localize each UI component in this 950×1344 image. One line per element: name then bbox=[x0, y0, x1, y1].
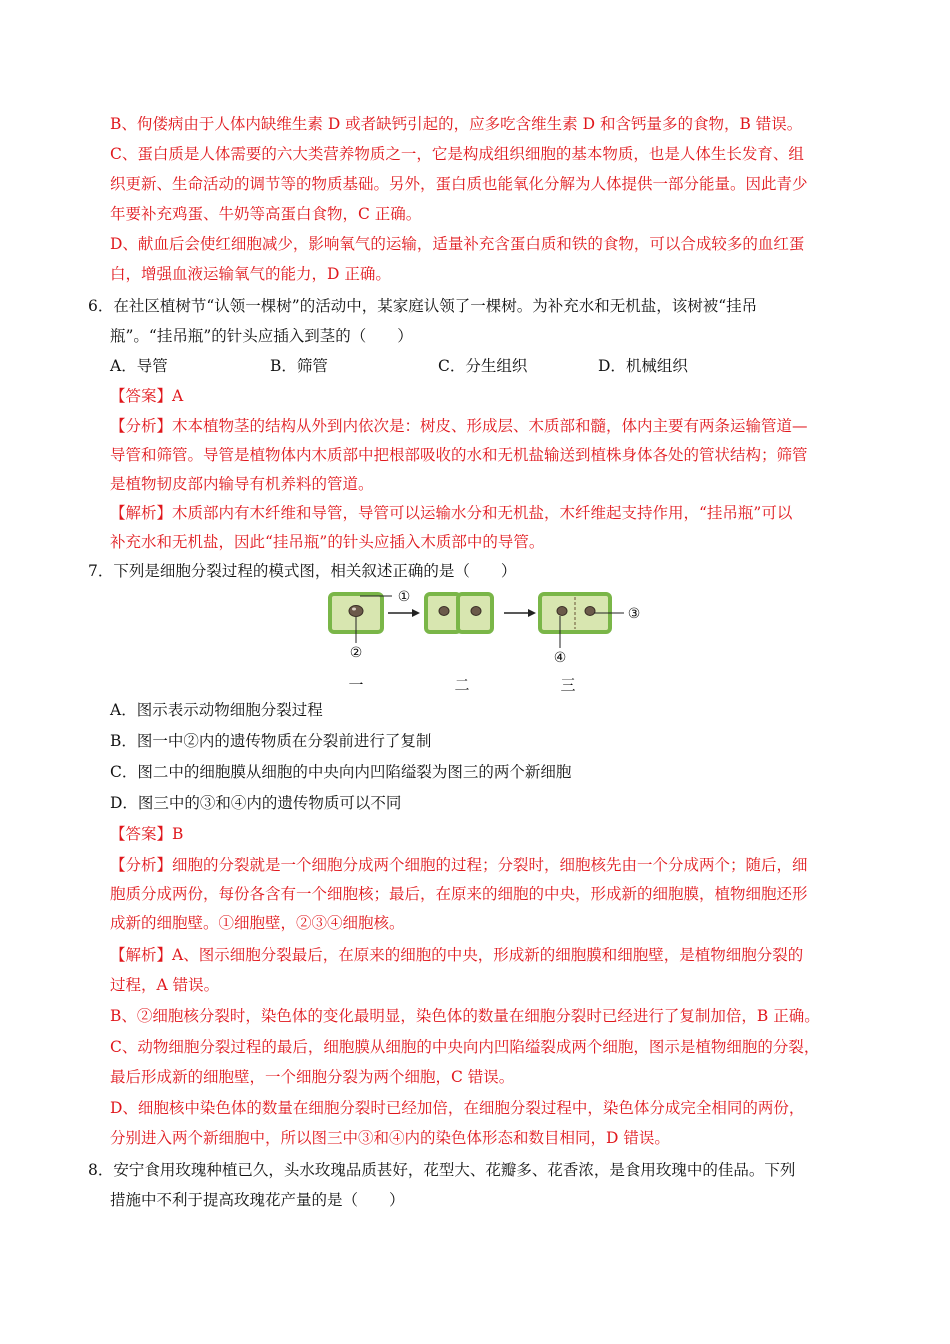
q6-stem: 6．在社区植树节“认领一棵树”的活动中，某家庭认领了一棵树。为补充水和无机盐，该树被“挂吊 bbox=[88, 297, 758, 315]
q6-explanation: 【解析】木质部内有木纤维和导管，导管可以运输水分和无机盐，木纤维起支持作用，“挂吊瓶”可以 bbox=[110, 504, 793, 522]
q5-option-c-explanation: 年要补充鸡蛋、牛奶等高蛋白食物，C 正确。 bbox=[110, 205, 422, 223]
nucleus-three-left bbox=[557, 607, 567, 616]
q6-option-c: C．分生组织 bbox=[438, 357, 528, 375]
q7-option-b: B．图一中②内的遗传物质在分裂前进行了复制 bbox=[110, 732, 432, 750]
nucleus-three-right bbox=[585, 607, 595, 616]
cell-division-figure bbox=[320, 586, 660, 694]
caption-three: 三 bbox=[560, 676, 576, 694]
q7-stem: 7．下列是细胞分裂过程的模式图，相关叙述正确的是（ ） bbox=[88, 562, 517, 580]
q5-option-c-explanation: 织更新、生命活动的调节等的物质基础。另外，蛋白质也能氧化分解为人体提供一部分能量。因此青少 bbox=[110, 175, 808, 193]
q7-answer: 【答案】B bbox=[110, 825, 184, 843]
q7-option-c: C．图二中的细胞膜从细胞的中央向内凹陷缢裂为图三的两个新细胞 bbox=[110, 763, 572, 781]
label-3: ③ bbox=[627, 606, 641, 622]
q7-explanation-c: C、动物细胞分裂过程的最后，细胞膜从细胞的中央向内凹陷缢裂成两个细胞，图示是植物细胞的分裂， bbox=[110, 1038, 820, 1056]
q5-option-c-explanation: C、蛋白质是人体需要的六大类营养物质之一，它是构成组织细胞的基本物质，也是人体生长发育、组 bbox=[110, 145, 804, 163]
q6-explanation: 补充水和无机盐，因此“挂吊瓶”的针头应插入木质部中的导管。 bbox=[110, 533, 545, 551]
q6-option-d: D．机械组织 bbox=[598, 357, 688, 375]
label-2: ② bbox=[349, 645, 363, 661]
q7-analysis: 成新的细胞壁。①细胞壁，②③④细胞核。 bbox=[110, 914, 405, 932]
q5-option-d-explanation: D、献血后会使红细胞减少，影响氧气的运输，适量补充含蛋白质和铁的食物，可以合成较多的血红蛋 bbox=[110, 235, 805, 253]
label-4: ④ bbox=[553, 650, 567, 666]
caption-one: 一 bbox=[348, 676, 364, 694]
q7-option-d: D．图三中的③和④内的遗传物质可以不同 bbox=[110, 794, 402, 812]
q6-analysis: 【分析】木本植物茎的结构从外到内依次是：树皮、形成层、木质部和髓，体内主要有两条运输管道— bbox=[110, 417, 808, 435]
q6-analysis: 是植物韧皮部内输导有机养料的管道。 bbox=[110, 475, 374, 493]
q6-analysis: 导管和筛管。导管是植物体内木质部中把根部吸收的水和无机盐输送到植株身体各处的管状结构；筛管 bbox=[110, 446, 808, 464]
q6-answer: 【答案】A bbox=[110, 387, 184, 405]
caption-two: 二 bbox=[454, 676, 470, 694]
nucleus-two-left bbox=[439, 607, 449, 616]
q8-stem: 措施中不利于提高玫瑰花产量的是（ ） bbox=[110, 1191, 405, 1209]
nucleus-one bbox=[349, 606, 363, 617]
q5-option-b-explanation: B、佝偻病由于人体内缺维生素 D 或者缺钙引起的，应多吃含维生素 D 和含钙量多的食物，B 错误。 bbox=[110, 115, 803, 133]
q7-explanation-a: 过程，A 错误。 bbox=[110, 976, 220, 994]
q7-explanation-d: 分别进入两个新细胞中，所以图三中③和④内的染色体形态和数目相同，D 错误。 bbox=[110, 1129, 670, 1147]
nucleus-two-right bbox=[471, 607, 481, 616]
q6-option-b: B．筛管 bbox=[270, 357, 328, 375]
q7-explanation-c: 最后形成新的细胞壁，一个细胞分裂为两个细胞，C 错误。 bbox=[110, 1068, 515, 1086]
q5-option-d-explanation: 白，增强血液运输氧气的能力，D 正确。 bbox=[110, 265, 391, 283]
q7-option-a: A．图示表示动物细胞分裂过程 bbox=[110, 701, 323, 719]
q6-option-a: A．导管 bbox=[110, 357, 168, 375]
q7-explanation-a: 【解析】A、图示细胞分裂最后，在原来的细胞的中央，形成新的细胞膜和细胞壁，是植物细胞分裂的 bbox=[110, 946, 804, 964]
q7-explanation-d: D、细胞核中染色体的数量在细胞分裂时已经加倍，在细胞分裂过程中，染色体分成完全相同的两份， bbox=[110, 1099, 805, 1117]
q7-analysis: 【分析】细胞的分裂就是一个细胞分成两个细胞的过程；分裂时，细胞核先由一个分成两个；随后，细 bbox=[110, 856, 808, 874]
label-1: ① bbox=[397, 589, 411, 605]
q8-stem: 8．安宁食用玫瑰种植已久，头水玫瑰品质甚好，花型大、花瓣多、花香浓，是食用玫瑰中的佳品。下列 bbox=[88, 1161, 796, 1179]
q6-stem: 瓶”。“挂吊瓶”的针头应插入到茎的（ ） bbox=[110, 327, 413, 345]
q7-explanation-b: B、②细胞核分裂时，染色体的变化最明显，染色体的数量在细胞分裂时已经进行了复制加倍，B 正确。 bbox=[110, 1007, 820, 1025]
q7-analysis: 胞质分成两份，每份各含有一个细胞核；最后，在原来的细胞的中央，形成新的细胞膜，植物细胞还形 bbox=[110, 885, 808, 903]
